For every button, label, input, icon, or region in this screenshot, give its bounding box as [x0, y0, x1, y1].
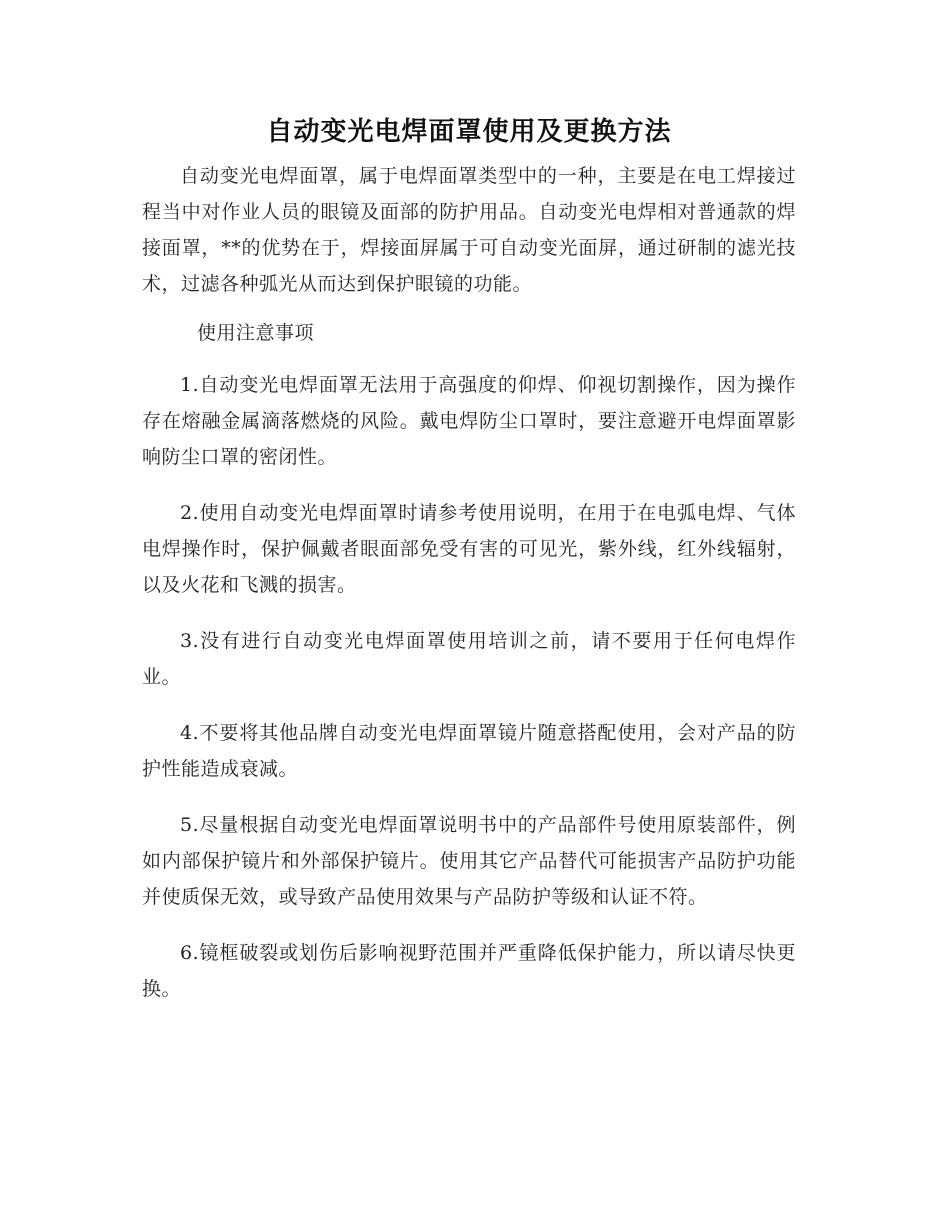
list-item-2: 2.使用自动变光电焊面罩时请参考使用说明，在用于在电弧电焊、气体电焊操作时，保护佩戴者眼面部免受有害的可见光，紫外线，红外线辐射，以及火花和飞溅的损害。: [142, 502, 796, 596]
document-page: [142, 112, 796, 1027]
list-item-6: 6.镜框破裂或划伤后影响视野范围并严重降低保护能力，所以请尽快更换。: [142, 942, 796, 1000]
section-heading: 使用注意事项: [197, 322, 315, 344]
list-item-5: 5.尽量根据自动变光电焊面罩说明书中的产品部件号使用原装部件，例如内部保护镜片和外部保护镜片。使用其它产品替代可能损害产品防护功能并使质保无效，或导致产品使用效果与产品防护等级和认证不符。: [142, 814, 796, 908]
list-item-1: 1.自动变光电焊面罩无法用于高强度的仰焊、仰视切割操作，因为操作存在熔融金属滴落燃烧的风险。戴电焊防尘口罩时，要注意避开电焊面罩影响防尘口罩的密闭性。: [142, 374, 796, 468]
intro-paragraph: 自动变光电焊面罩，属于电焊面罩类型中的一种，主要是在电工焊接过程当中对作业人员的眼镜及面部的防护用品。自动变光电焊相对普通款的焊接面罩，**的优势在于，焊接面屏属于可自动变光面屏，通过研制的滤光技术，过滤各种弧光从而达到保护眼镜的功能。: [142, 165, 796, 295]
list-item-4: 4.不要将其他品牌自动变光电焊面罩镜片随意搭配使用，会对产品的防护性能造成衰减。: [142, 722, 796, 780]
document-title: 自动变光电焊面罩使用及更换方法: [266, 117, 672, 147]
list-item-3: 3.没有进行自动变光电焊面罩使用培训之前，请不要用于任何电焊作业。: [142, 630, 796, 688]
